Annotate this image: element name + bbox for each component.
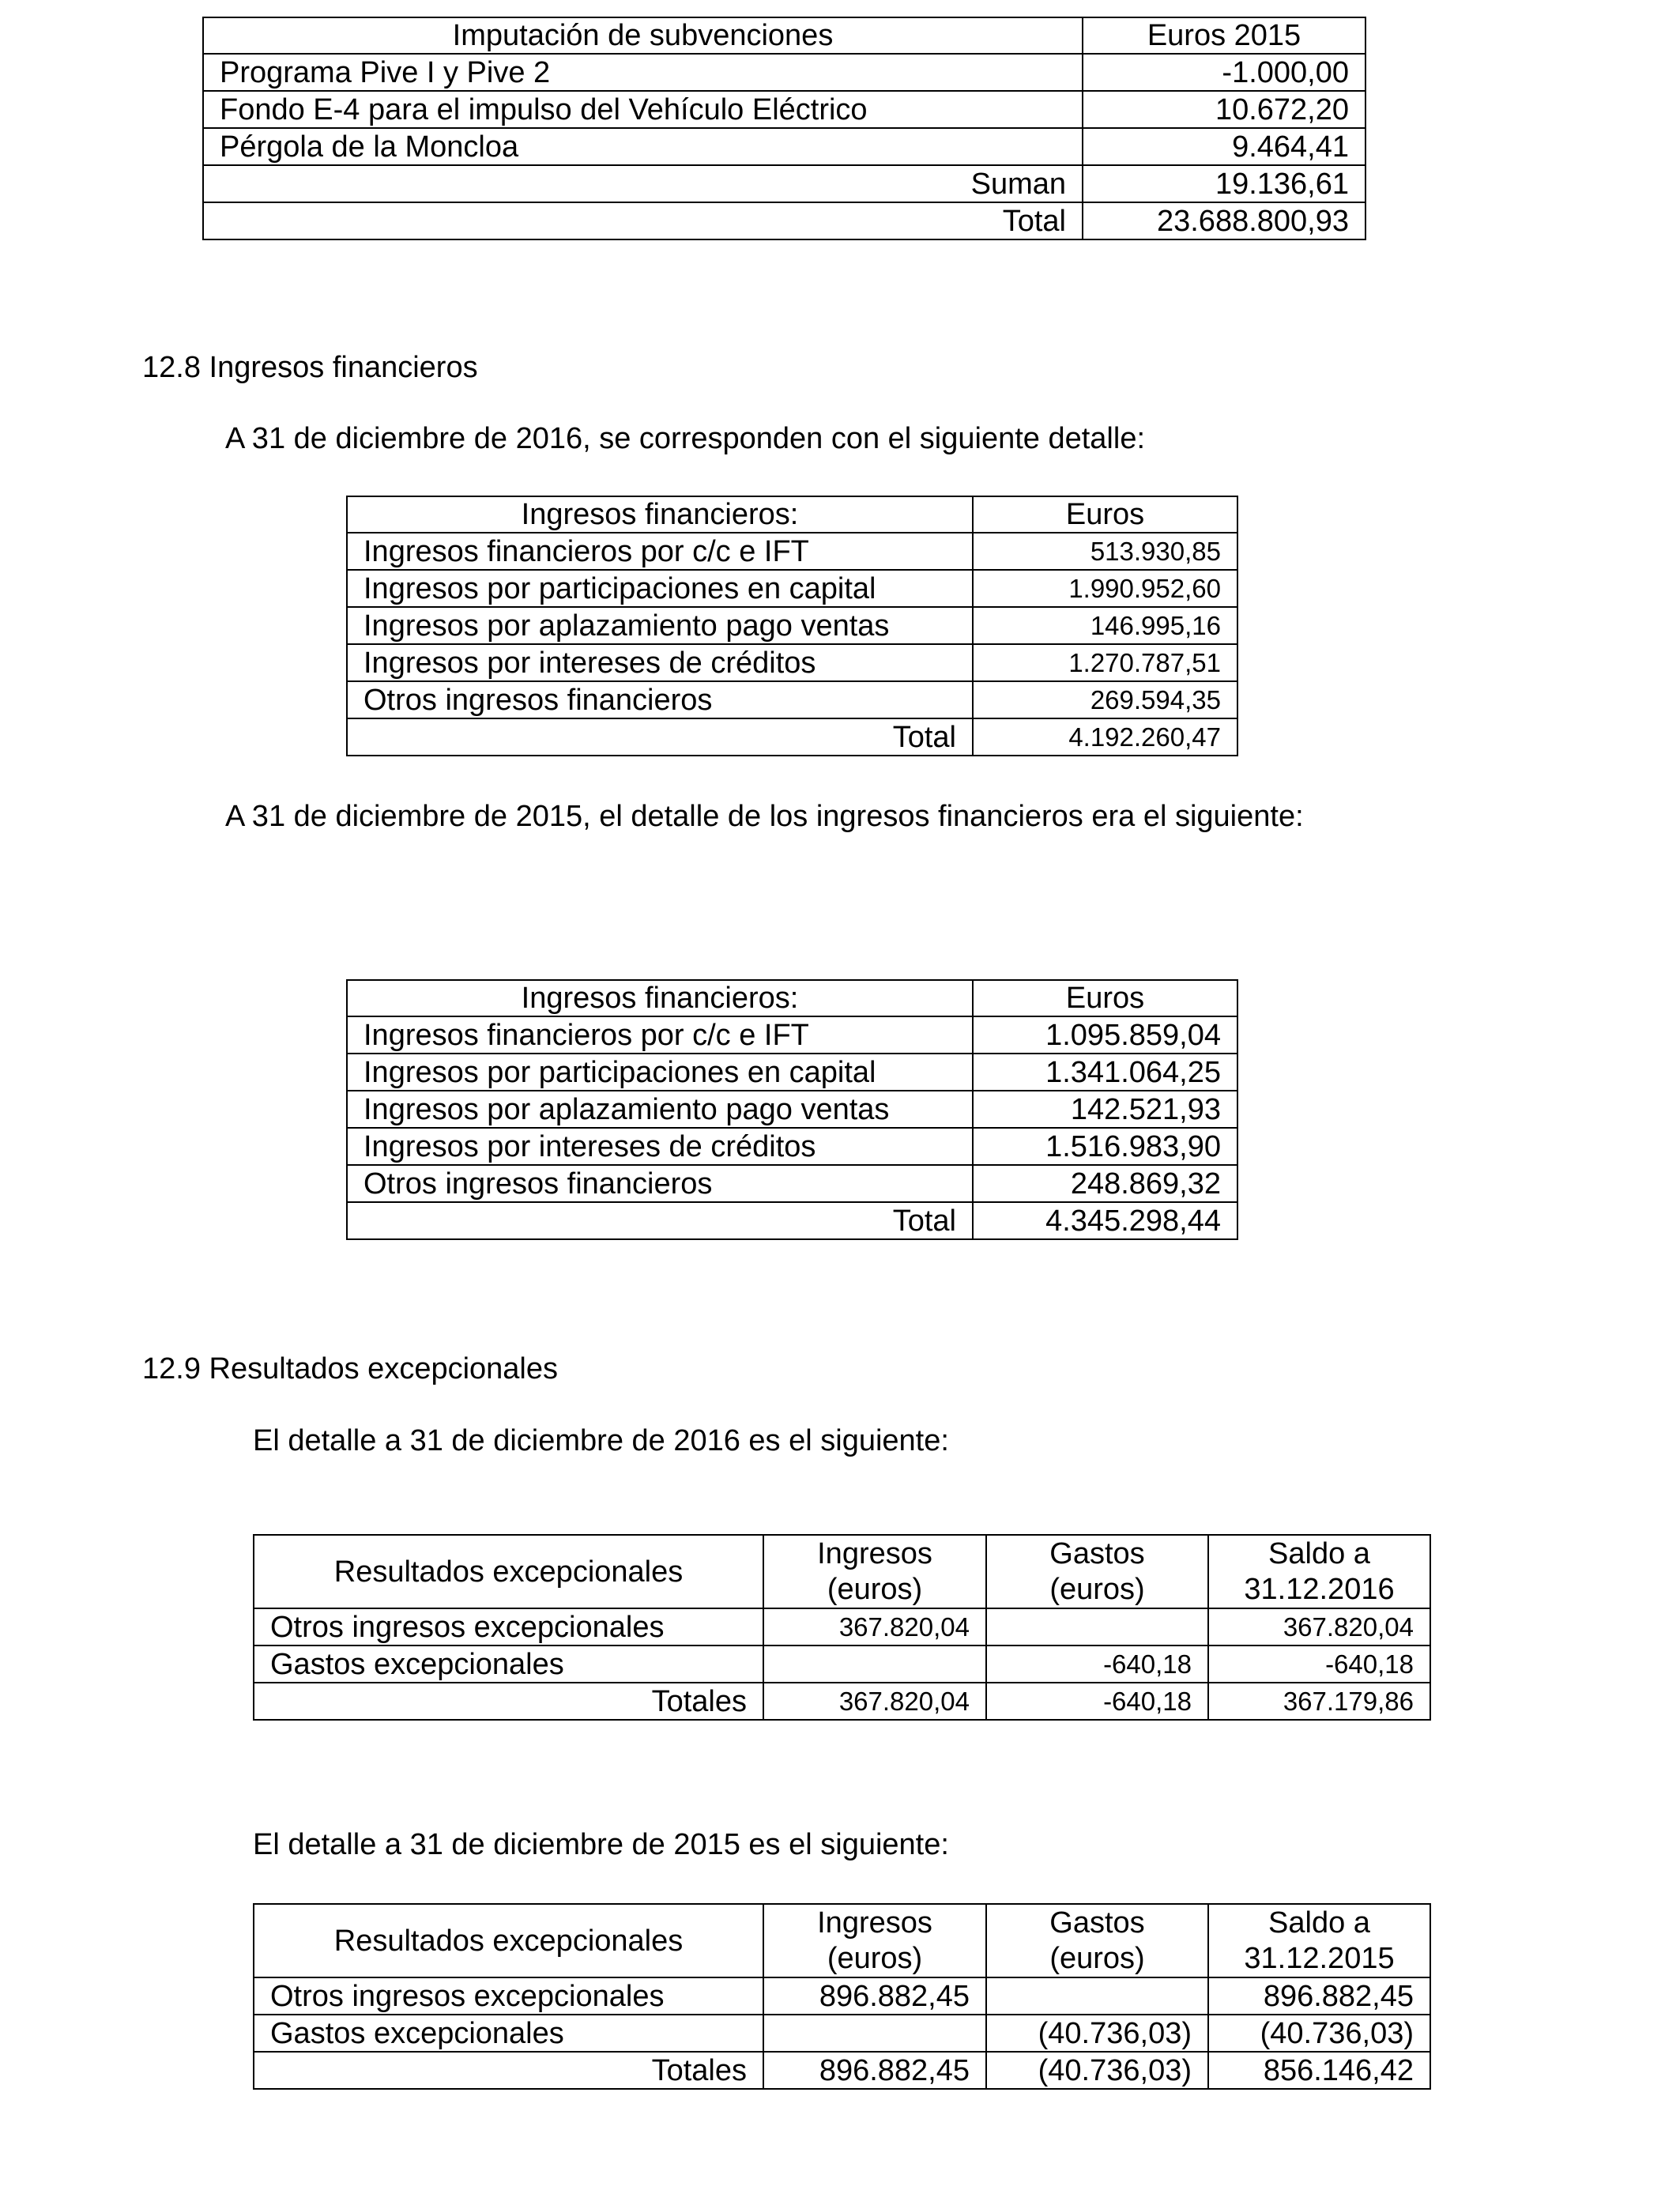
table-header-row: [347, 980, 1237, 1016]
table-row: [347, 1165, 1237, 1202]
header-line: Gastos: [1049, 1906, 1145, 1940]
total-row: [347, 718, 1237, 756]
table-header-row: [203, 17, 1365, 54]
intro-paragraph-2015: El detalle a 31 de diciembre de 2015 es el siguiente:: [253, 1828, 949, 1861]
table-header-row: [254, 1535, 1430, 1608]
row-gastos: -640,18: [986, 1646, 1208, 1683]
row-concept: Ingresos por intereses de créditos: [347, 1128, 973, 1165]
row-value: -1.000,00: [1083, 54, 1365, 91]
header-line: 31.12.2016: [1244, 1572, 1395, 1606]
row-gastos: [986, 1608, 1208, 1646]
table-row: [347, 1016, 1237, 1054]
header-line: (euros): [1049, 1941, 1145, 1975]
totals-gastos: -640,18: [986, 1683, 1208, 1720]
table-row: [254, 2015, 1430, 2052]
ingresos-financieros-2016-table: [346, 496, 1238, 756]
intro-paragraph-2016: El detalle a 31 de diciembre de 2016 es el siguiente:: [253, 1424, 949, 1457]
totals-gastos: (40.736,03): [986, 2052, 1208, 2089]
row-gastos: [986, 1977, 1208, 2015]
totals-label: Totales: [254, 2052, 763, 2089]
total-label: Total: [203, 202, 1083, 239]
row-value: 1.095.859,04: [973, 1016, 1237, 1054]
totals-ingresos: 896.882,45: [763, 2052, 986, 2089]
total-row: [347, 1202, 1237, 1239]
header-line: Saldo a: [1268, 1536, 1370, 1570]
row-value: 1.516.983,90: [973, 1128, 1237, 1165]
row-concept: Ingresos financieros por c/c e IFT: [347, 533, 973, 570]
intro-paragraph-2016: A 31 de diciembre de 2016, se corresponden con el siguiente detalle:: [225, 422, 1146, 455]
row-value: 248.869,32: [973, 1165, 1237, 1202]
column-header-concept: Ingresos financieros:: [347, 496, 973, 533]
header-line: (euros): [827, 1941, 923, 1975]
total-value: 23.688.800,93: [1083, 202, 1365, 239]
table-header-row: [254, 1904, 1430, 1977]
column-header-concept: Ingresos financieros:: [347, 980, 973, 1016]
row-concept: Programa Pive I y Pive 2: [203, 54, 1083, 91]
totals-ingresos: 367.820,04: [763, 1683, 986, 1720]
total-value: 4.192.260,47: [973, 718, 1237, 756]
table-row: [347, 607, 1237, 644]
row-value: 1.341.064,25: [973, 1054, 1237, 1091]
table-row: [254, 1608, 1430, 1646]
header-line: Saldo a: [1268, 1906, 1370, 1940]
row-ingresos: [763, 1646, 986, 1683]
row-concept: Gastos excepcionales: [254, 1646, 763, 1683]
table-row: [203, 128, 1365, 165]
row-value: 9.464,41: [1083, 128, 1365, 165]
table-row: [254, 1646, 1430, 1683]
subvenciones-table: [202, 17, 1366, 240]
column-header-saldo: [1208, 1904, 1430, 1977]
section-heading-12-9: 12.9 Resultados excepcionales: [142, 1352, 559, 1385]
resultados-excepcionales-2015-table: [253, 1903, 1431, 2090]
totals-label: Totales: [254, 1683, 763, 1720]
table-row: [347, 570, 1237, 607]
header-line: (euros): [827, 1572, 923, 1606]
table-row: [347, 1091, 1237, 1128]
table-row: [347, 1128, 1237, 1165]
row-saldo: (40.736,03): [1208, 2015, 1430, 2052]
row-concept: Otros ingresos excepcionales: [254, 1608, 763, 1646]
row-value: 142.521,93: [973, 1091, 1237, 1128]
totals-saldo: 856.146,42: [1208, 2052, 1430, 2089]
header-line: Ingresos: [817, 1906, 932, 1940]
total-row: [203, 202, 1365, 239]
table-row: [347, 533, 1237, 570]
column-header-concept: Resultados excepcionales: [254, 1904, 763, 1977]
row-value: 146.995,16: [973, 607, 1237, 644]
total-label: Total: [347, 718, 973, 756]
table-row: [347, 681, 1237, 718]
row-saldo: 896.882,45: [1208, 1977, 1430, 2015]
row-saldo: -640,18: [1208, 1646, 1430, 1683]
column-header-saldo: [1208, 1535, 1430, 1608]
totals-saldo: 367.179,86: [1208, 1683, 1430, 1720]
row-value: 1.270.787,51: [973, 644, 1237, 681]
table-row: [254, 1977, 1430, 2015]
row-concept: Ingresos por aplazamiento pago ventas: [347, 1091, 973, 1128]
column-header-concept: Resultados excepcionales: [254, 1535, 763, 1608]
column-header-value: Euros 2015: [1083, 17, 1365, 54]
column-header-value: Euros: [973, 496, 1237, 533]
row-concept: Otros ingresos excepcionales: [254, 1977, 763, 2015]
row-value: 10.672,20: [1083, 91, 1365, 128]
row-ingresos: [763, 2015, 986, 2052]
row-concept: Ingresos por participaciones en capital: [347, 1054, 973, 1091]
total-label: Total: [347, 1202, 973, 1239]
row-concept: Ingresos por intereses de créditos: [347, 644, 973, 681]
header-line: Gastos: [1049, 1536, 1145, 1570]
row-value: 269.594,35: [973, 681, 1237, 718]
row-saldo: 367.820,04: [1208, 1608, 1430, 1646]
row-value: 1.990.952,60: [973, 570, 1237, 607]
row-concept: Pérgola de la Moncloa: [203, 128, 1083, 165]
row-concept: Otros ingresos financieros: [347, 1165, 973, 1202]
header-line: Ingresos: [817, 1536, 932, 1570]
section-heading-12-8: 12.8 Ingresos financieros: [142, 351, 478, 384]
subtotal-label: Suman: [203, 165, 1083, 202]
subtotal-row: [203, 165, 1365, 202]
resultados-excepcionales-2016-table: [253, 1534, 1431, 1721]
table-row: [347, 1054, 1237, 1091]
column-header-concept: Imputación de subvenciones: [203, 17, 1083, 54]
table-header-row: [347, 496, 1237, 533]
total-value: 4.345.298,44: [973, 1202, 1237, 1239]
column-header-gastos: [986, 1904, 1208, 1977]
row-concept: Ingresos financieros por c/c e IFT: [347, 1016, 973, 1054]
row-concept: Gastos excepcionales: [254, 2015, 763, 2052]
header-line: 31.12.2015: [1244, 1941, 1395, 1975]
row-concept: Ingresos por participaciones en capital: [347, 570, 973, 607]
ingresos-financieros-2015-table: [346, 979, 1238, 1240]
row-value: 513.930,85: [973, 533, 1237, 570]
column-header-value: Euros: [973, 980, 1237, 1016]
row-concept: Otros ingresos financieros: [347, 681, 973, 718]
header-line: (euros): [1049, 1572, 1145, 1606]
column-header-ingresos: [763, 1904, 986, 1977]
row-concept: Ingresos por aplazamiento pago ventas: [347, 607, 973, 644]
intro-paragraph-2015: A 31 de diciembre de 2015, el detalle de los ingresos financieros era el siguiente:: [225, 800, 1304, 833]
table-row: [203, 91, 1365, 128]
totals-row: [254, 1683, 1430, 1720]
row-ingresos: 896.882,45: [763, 1977, 986, 2015]
table-row: [203, 54, 1365, 91]
column-header-ingresos: [763, 1535, 986, 1608]
subtotal-value: 19.136,61: [1083, 165, 1365, 202]
table-row: [347, 644, 1237, 681]
row-ingresos: 367.820,04: [763, 1608, 986, 1646]
row-concept: Fondo E-4 para el impulso del Vehículo Eléctrico: [203, 91, 1083, 128]
column-header-gastos: [986, 1535, 1208, 1608]
totals-row: [254, 2052, 1430, 2089]
row-gastos: (40.736,03): [986, 2015, 1208, 2052]
